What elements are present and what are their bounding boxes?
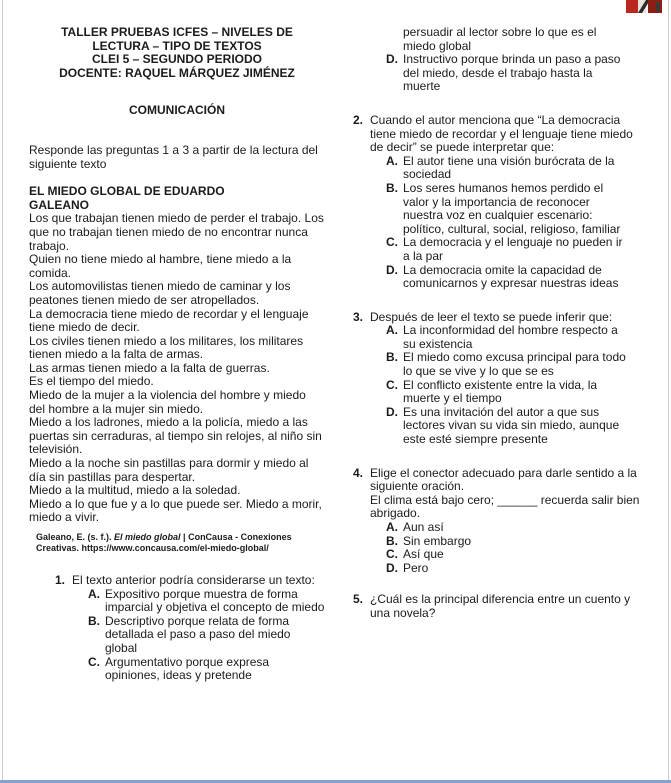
option-text: Descriptivo porque relata de forma detallada el paso a paso del miedo global [105,613,291,655]
option-letter: D. [386,262,398,277]
question-1-stem [55,574,325,588]
question-4 [353,467,649,576]
question-2-option-c [386,236,649,263]
question-4-stem [353,467,649,494]
option-letter: B. [386,350,398,365]
citation-prefix: Galeano, E. (s. f.). [36,532,115,542]
question-4-sentence: El clima está bajo cero; ______ recuerda salir bien abrigado. [370,492,640,521]
question-1-option-b [88,615,325,656]
intro-text: Responde las preguntas 1 a 3 a partir de la lectura del siguiente texto [29,142,318,171]
question-4-option-a [386,521,649,535]
reading-paragraph: Miedo a la multitud, miedo a la soledad. [29,483,241,498]
reading-paragraph: Los civiles tienen miedo a los militares, los militares tienen miedo a la falta de armas. [29,333,304,362]
question-5-text: ¿Cuál es la principal diferencia entre un cuento y una novela? [370,592,631,620]
question-2 [353,114,649,291]
option-letter: C. [386,547,398,562]
question-2-option-a [386,155,649,182]
question-3 [353,311,649,447]
question-5 [353,593,649,620]
reading-body [29,212,325,525]
page-right-border [668,0,669,781]
question-5-stem [353,593,649,620]
reading-paragraph: Las armas tienen miedo a la falta de guerras. [29,360,270,375]
reading-title-line-2: GALEANO [29,197,89,212]
question-1-option-d [386,53,649,94]
citation-url: https://www.concausa.com/el-miedo-global/ [81,543,269,553]
question-3-stem [353,311,649,325]
header-line-2: LECTURA – TIPO DE TEXTOS [92,38,262,53]
question-3-option-b [386,351,649,378]
citation-source: | ConCausa - Conexiones Creativas. [36,532,292,553]
question-2-option-d [386,264,649,291]
question-2-number: 2. [353,112,364,127]
question-3-option-c [386,379,649,406]
option-text: Sin embargo [403,533,472,548]
option-letter: C. [386,235,398,250]
option-letter: B. [386,533,398,548]
reading-paragraph: Es el tiempo del miedo. [29,374,154,389]
question-1-number: 1. [55,573,66,587]
citation-work-title: El miedo global [114,532,181,542]
question-2-text: Cuando el autor menciona que “La democracia tiene miedo de recordar y el lenguaje tiene miedo de decir” se puede interpretar que: [370,112,633,155]
question-4-text: Elige el conector adecuado para darle sentido a la siguiente oración. [370,465,637,494]
reading-title-line-1: EL MIEDO GLOBAL DE EDUARDO [29,184,225,199]
option-letter: C. [88,654,100,669]
option-text: Instructivo porque brinda un paso a paso del miedo, desde el trabajo hasta la muerte [403,52,621,94]
reading-paragraph: Miedo a lo que fue y a lo que puede ser. Miedo a morir, miedo a vivir. [29,496,322,525]
left-column [29,26,325,780]
option-text: La inconformidad del hombre respecto a su existencia [403,323,618,351]
option-text: La democracia omite la capacidad de comunicarnos y expresar nuestras ideas [403,262,619,291]
option-letter: A. [386,323,398,338]
question-1-option-c [88,656,325,683]
header-line-4: DOCENTE: RAQUEL MÁRQUEZ JIMÉNEZ [59,65,295,80]
question-5-number: 5. [353,592,364,607]
option-text: El conflicto existente entre la vida, la muerte y el tiempo [403,377,598,406]
two-column-layout [3,0,668,780]
option-letter: A. [386,520,398,534]
question-4-option-d [386,562,649,576]
option-letter: B. [386,180,398,195]
reading-paragraph: Los que trabajan tienen miedo de perder el trabajo. Los que no trabajan tienen miedo de no encontrar nunca trabajo. [29,211,324,253]
question-1 [55,574,325,683]
option-text: La democracia y el lenguaje no pueden ir a la par [403,235,623,263]
option-text: Es una invitación del autor a que sus lectores vivan su vida sin miedo, aunque este esté siempre presente [403,404,620,447]
question-3-text: Después de leer el texto se puede inferir que: [370,309,613,324]
option-text: Aun así [403,520,444,534]
question-1-option-c-continuation: persuadir al lector sobre lo que es el miedo global [403,25,597,53]
question-4-option-c [386,548,649,562]
question-4-option-b [386,535,649,549]
option-letter: D. [386,404,398,419]
question-1-text: El texto anterior podría considerarse un texto: [72,573,315,587]
question-3-option-a [386,324,649,351]
reading-title [29,185,325,212]
question-2-option-b [386,182,649,236]
option-text: Pero [403,560,429,575]
citation [29,532,325,554]
option-text: El autor tiene una visión burócrata de la sociedad [403,153,615,182]
header-line-3: CLEI 5 – SEGUNDO PERIODO [91,52,263,67]
option-text: Argumentativo porque expresa opiniones, ideas y pretende [105,654,270,683]
option-letter: A. [88,586,100,601]
reading-paragraph: Los automovilistas tienen miedo de caminar y los peatones tienen miedo de ser atropellados. [29,279,291,307]
option-letter: C. [386,377,398,392]
option-text: El miedo como excusa principal para todo lo que se vive y lo que se es [403,350,626,379]
reading-paragraph: Miedo a la noche sin pastillas para dormir y miedo al día sin pastillas para despertar. [29,456,309,484]
option-text: Expositivo porque muestra de forma imparcial y objetiva el concepto de miedo [105,586,325,615]
question-4-number: 4. [353,465,364,480]
right-column [353,26,649,780]
option-letter: B. [88,613,100,628]
option-letter: D. [386,560,398,575]
header-line-1: TALLER PRUEBAS ICFES – NIVELES DE [61,25,293,39]
option-text: Los seres humanos hemos perdido el valor y la importancia de reconocer nuestra voz en cualquier escenario: político, cultural, social, religioso, familiar [403,180,621,236]
reading-paragraph: Miedo de la mujer a la violencia del hombre y miedo del hombre a la mujer sin miedo. [29,388,306,416]
question-3-number: 3. [353,309,364,324]
question-1-option-a [88,588,325,615]
option-letter: A. [386,153,398,168]
question-2-stem [353,114,649,155]
option-letter: D. [386,52,398,67]
section-title: COMUNICACIÓN [129,103,225,118]
reading-paragraph: Miedo a los ladrones, miedo a la policía, miedo a las puertas sin cerraduras, al tiempo sin relojes, al niño sin televisión. [29,415,322,457]
reading-paragraph: La democracia tiene miedo de recordar y el lenguaje tiene miedo de decir. [29,306,309,335]
worksheet-header [29,26,325,80]
question-3-option-d [386,406,649,447]
option-text: Así que [403,547,444,562]
reading-paragraph: Quien no tiene miedo al hambre, tiene miedo a la comida. [29,252,292,280]
